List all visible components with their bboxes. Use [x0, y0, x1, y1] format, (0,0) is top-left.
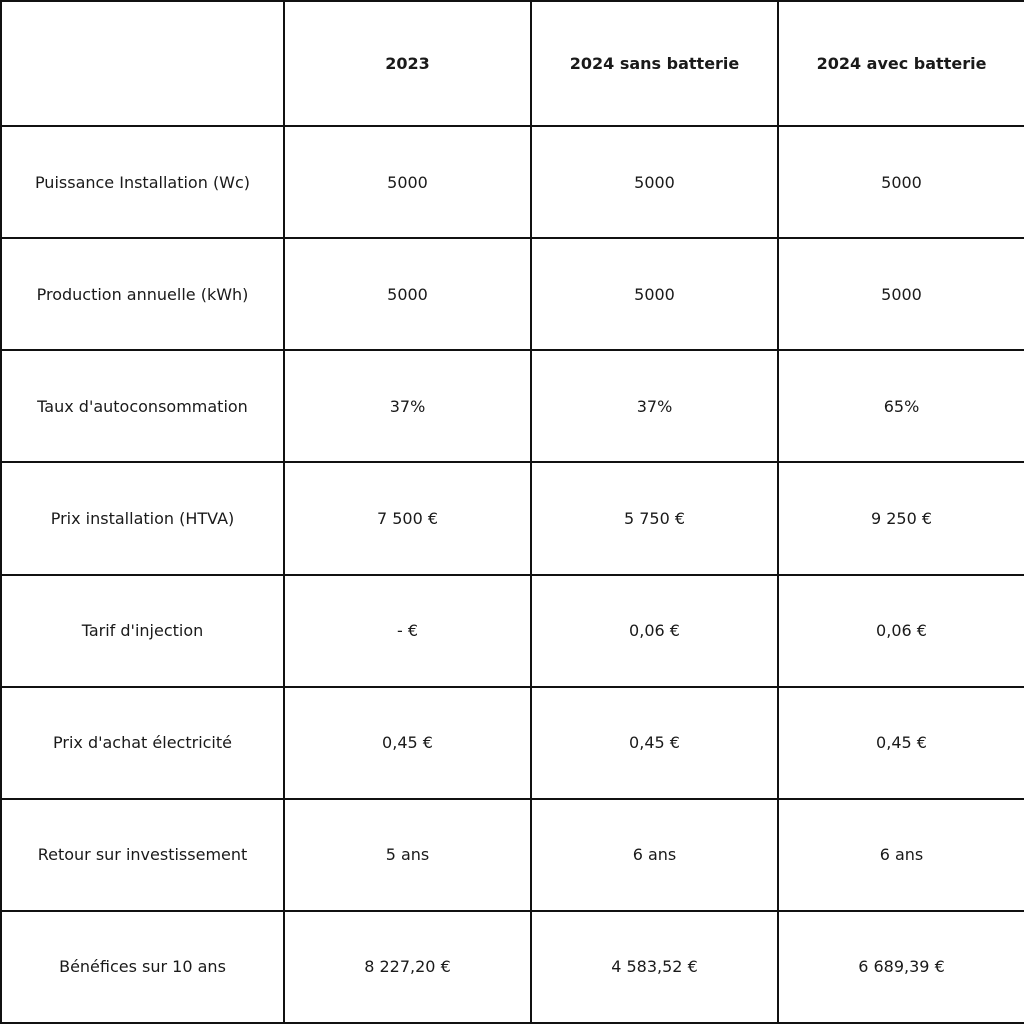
table-cell: 6 ans — [778, 799, 1024, 911]
row-label: Puissance Installation (Wc) — [1, 126, 284, 238]
table-cell: 5000 — [284, 126, 531, 238]
table-row — [1, 687, 1024, 799]
header-row — [1, 1, 1024, 126]
table-cell: 0,45 € — [531, 687, 778, 799]
table-cell: 0,06 € — [531, 575, 778, 687]
table-cell: 6 ans — [531, 799, 778, 911]
table-cell: - € — [284, 575, 531, 687]
table-cell: 0,45 € — [778, 687, 1024, 799]
row-label: Tarif d'injection — [1, 575, 284, 687]
table-cell: 6 689,39 € — [778, 911, 1024, 1023]
table-cell: 5 ans — [284, 799, 531, 911]
table-cell: 5000 — [778, 238, 1024, 350]
table-row — [1, 350, 1024, 462]
table-row — [1, 575, 1024, 687]
table-cell: 9 250 € — [778, 462, 1024, 574]
header-cell-empty — [1, 1, 284, 126]
table-row — [1, 911, 1024, 1023]
table-row — [1, 799, 1024, 911]
table-cell: 37% — [284, 350, 531, 462]
table-cell: 4 583,52 € — [531, 911, 778, 1023]
table-cell: 5 750 € — [531, 462, 778, 574]
header-cell-2024-sans-batterie: 2024 sans batterie — [531, 1, 778, 126]
table-cell: 5000 — [531, 238, 778, 350]
table-cell: 37% — [531, 350, 778, 462]
table-row — [1, 462, 1024, 574]
table-cell: 0,06 € — [778, 575, 1024, 687]
row-label: Prix installation (HTVA) — [1, 462, 284, 574]
row-label: Production annuelle (kWh) — [1, 238, 284, 350]
row-label: Bénéfices sur 10 ans — [1, 911, 284, 1023]
table-cell: 5000 — [284, 238, 531, 350]
table-cell: 8 227,20 € — [284, 911, 531, 1023]
table-cell: 5000 — [778, 126, 1024, 238]
table-cell: 0,45 € — [284, 687, 531, 799]
table-cell: 7 500 € — [284, 462, 531, 574]
row-label: Prix d'achat électricité — [1, 687, 284, 799]
table-row — [1, 126, 1024, 238]
table-row — [1, 238, 1024, 350]
row-label: Taux d'autoconsommation — [1, 350, 284, 462]
header-cell-2024-avec-batterie: 2024 avec batterie — [778, 1, 1024, 126]
table-cell: 5000 — [531, 126, 778, 238]
header-cell-2023: 2023 — [284, 1, 531, 126]
table-cell: 65% — [778, 350, 1024, 462]
row-label: Retour sur investissement — [1, 799, 284, 911]
